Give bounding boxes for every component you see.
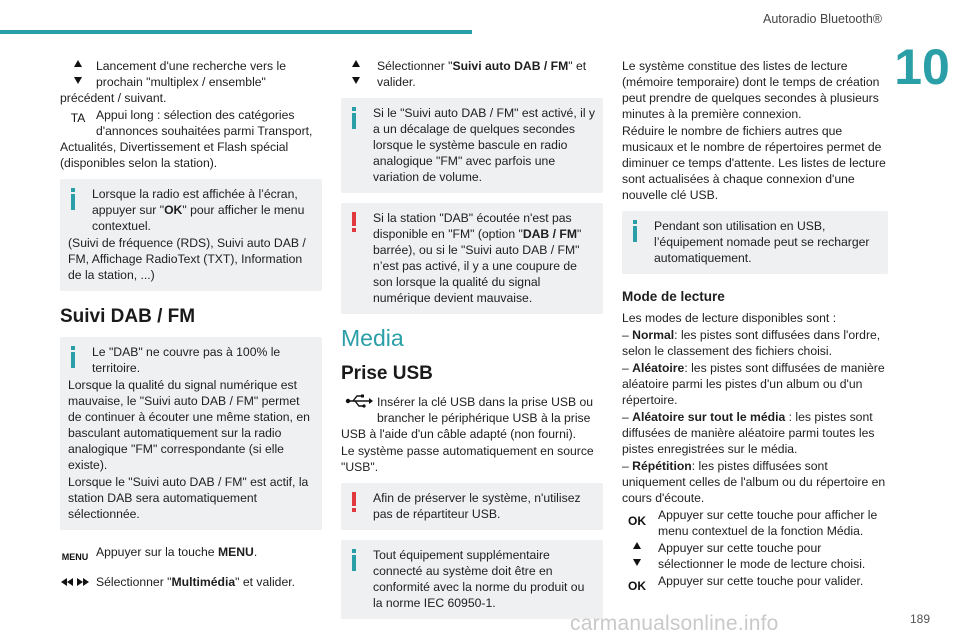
ok-menu-instruction: [622, 507, 888, 539]
arrows-mode-instruction: [622, 540, 888, 572]
note-text: Le "DAB" ne couvre pas à 100% le territoire.: [92, 345, 281, 375]
ok-key-label: OK: [164, 203, 183, 217]
instruction-text: Appuyer sur la touche: [96, 545, 218, 559]
watermark: carmanualsonline.info: [570, 612, 779, 635]
note-text: (Suivi de fréquence (RDS), Suivi auto DAB / FM, Affichage RadioText (TXT), Information de la station, ...): [68, 236, 306, 282]
page-number: 189: [909, 612, 930, 626]
up-down-arrows-icon: [622, 540, 652, 568]
section-title-media: Media: [341, 325, 404, 351]
info-icon: [66, 346, 80, 368]
usb-icon: [341, 394, 377, 424]
info-icon: [66, 188, 80, 210]
instruction-text: Appuyer sur cette touche pour afficher le menu contextuel de la fonction Média.: [658, 508, 878, 538]
up-down-arrows-icon: [341, 58, 371, 86]
dash: –: [622, 459, 629, 473]
mode-normal: [622, 327, 888, 359]
arrows-instruction: [60, 58, 322, 106]
select-suivi-instruction: [341, 58, 603, 90]
note-text: Si la station "DAB" écoutée n'est pas disponible en "FM" (option ": [373, 211, 572, 241]
menu-key-label: MENU: [217, 545, 254, 559]
menu-instruction: [60, 544, 322, 560]
instruction-text: " et valider.: [377, 59, 587, 89]
mode-desc: : les pistes sont diffusées dans l'ordre, selon le classement des fichiers choisi.: [622, 328, 881, 358]
note-text: Lorsque la qualité du signal numérique est mauvaise, le "Suivi auto DAB / FM" permet de continuer à écouter une même station, en basculant automatiquement sur la radio analogique "FM" correspondante (si elle existe).: [68, 378, 310, 472]
column-3: [622, 58, 888, 593]
info-note-equipment: [341, 540, 603, 619]
ta-instruction-text: Appui long : sélection des catégories d'annonces souhaitées parmi Transport, Actualités, Divertissement et Flash spécial (disponibles selon la station).: [60, 108, 313, 170]
dash: –: [622, 361, 629, 375]
instruction-text: Sélectionner ": [377, 59, 453, 73]
instruction-text: Appuyer sur cette touche pour valider.: [658, 574, 864, 588]
chapter-number: 10: [894, 39, 950, 95]
note-text: Afin de préserver le système, n'utilisez pas de répartiteur USB.: [373, 491, 581, 521]
mode-name: Normal: [632, 328, 675, 342]
note-text: Lorsque le "Suivi auto DAB / FM" est actif, la station DAB sera automatiquement sélectionnée.: [68, 475, 309, 521]
info-note-delay: [341, 98, 603, 193]
note-text: Si le "Suivi auto DAB / FM" est activé, il y a un décalage de quelques secondes lorsque le système bascule en radio analogique "FM" avec parfois une variation de volume.: [373, 106, 596, 184]
ok-validate-instruction: [622, 573, 888, 593]
info-note-context-menu: [60, 179, 322, 291]
seek-arrows-icon: [60, 577, 90, 587]
note-text: " barrée), ou si le "Suivi auto DAB / FM" n’est pas activé, il y a une coupure de son lorsque la qualité du signal numérique devient mauvaise.: [373, 227, 582, 305]
instruction-text: .: [253, 545, 258, 559]
modes-intro: Les modes de lecture disponibles sont :: [622, 311, 837, 325]
note-text: " pour afficher le menu contextuel.: [92, 203, 305, 233]
section-title-suivi: Suivi DAB / FM: [60, 306, 196, 327]
reduce-files-paragraph: Réduire le nombre de fichiers autres que musicaux et le nombre de répertoires permet de diminuer ce temps d'attente. Les listes de lecture sont actualisées à chaque connexion d'une nouvelle clé USB.: [622, 124, 886, 202]
multimedia-label: Multimédia: [171, 575, 236, 589]
note-text: Lorsque la radio est affichée à l’écran, appuyer sur ": [92, 187, 298, 217]
note-text: Tout équipement supplémentaire connecté au système doit être en conformité avec la norme du produit ou la norme IEC 60950-1.: [373, 548, 585, 610]
instruction-text: " et valider.: [235, 575, 296, 589]
info-icon: [347, 107, 361, 129]
mode-random-all: [622, 409, 888, 457]
arrows-instruction-text: Lancement d'une recherche vers le prochain "multiplex / ensemble" précédent / suivant.: [60, 59, 286, 105]
ok-button-icon: OK: [628, 579, 646, 593]
dash: –: [622, 328, 629, 342]
warning-icon: [347, 492, 361, 512]
warning-note-sound-cut: [341, 203, 603, 314]
page-header-title: Autoradio Bluetooth®: [762, 12, 882, 26]
mode-name: Aléatoire: [632, 361, 685, 375]
menu-button-icon: MENU: [61, 552, 89, 562]
up-down-arrows-icon: [60, 58, 96, 88]
dash: –: [622, 410, 629, 424]
column-1: [60, 58, 322, 591]
usb-instruction: [341, 394, 603, 442]
info-note-charging: [622, 211, 888, 274]
usb-source-text: Le système passe automatiquement en source "USB".: [341, 444, 594, 474]
instruction-text: Sélectionner ": [96, 575, 172, 589]
info-note-dab-coverage: [60, 337, 322, 530]
instruction-text: Appuyer sur cette touche pour sélectionner le mode de lecture choisi.: [658, 541, 866, 571]
column-2: [341, 58, 603, 629]
info-icon: [347, 549, 361, 571]
mode-desc: : les pistes sont diffusées de manière aléatoire parmi toutes les pistes enregistrées sur le média.: [622, 410, 875, 456]
ok-button-icon: OK: [628, 514, 646, 528]
mode-desc: : les pistes sont diffusées de manière aléatoire parmi les pistes d'un album ou d'un répertoire.: [622, 361, 885, 407]
section-title-mode: Mode de lecture: [622, 289, 725, 304]
section-title-usb: Prise USB: [341, 363, 433, 384]
info-icon: [628, 220, 642, 242]
seek-instruction: [60, 574, 322, 590]
header-accent-bar: [0, 30, 472, 34]
warning-icon: [347, 212, 361, 232]
suivi-option-label: Suivi auto DAB / FM: [452, 59, 569, 73]
warning-note-usb-hub: [341, 483, 603, 530]
mode-name: Aléatoire sur tout le média: [632, 410, 786, 424]
mode-name: Répétition: [632, 459, 692, 473]
mode-desc: : les pistes diffusées sont uniquement celles de l'album ou du répertoire en cours d'écoute.: [622, 459, 886, 505]
note-text: Pendant son utilisation en USB, l’équipement nomade peut se recharger automatiquement.: [654, 219, 870, 265]
ta-instruction: [60, 107, 322, 171]
mode-random: [622, 360, 888, 408]
mode-repeat: [622, 458, 888, 506]
usb-instruction-text: Insérer la clé USB dans la prise USB ou brancher le périphérique USB à la prise USB à l'aide d'un câble adapté (non fourni).: [341, 395, 594, 441]
playlist-paragraph: Le système constitue des listes de lecture (mémoire temporaire) dont le temps de création peut prendre de quelques secondes à plusieurs minutes à la première connexion.: [622, 59, 880, 121]
ta-button-icon: TA: [70, 111, 86, 125]
dab-fm-label: DAB / FM: [522, 227, 577, 241]
